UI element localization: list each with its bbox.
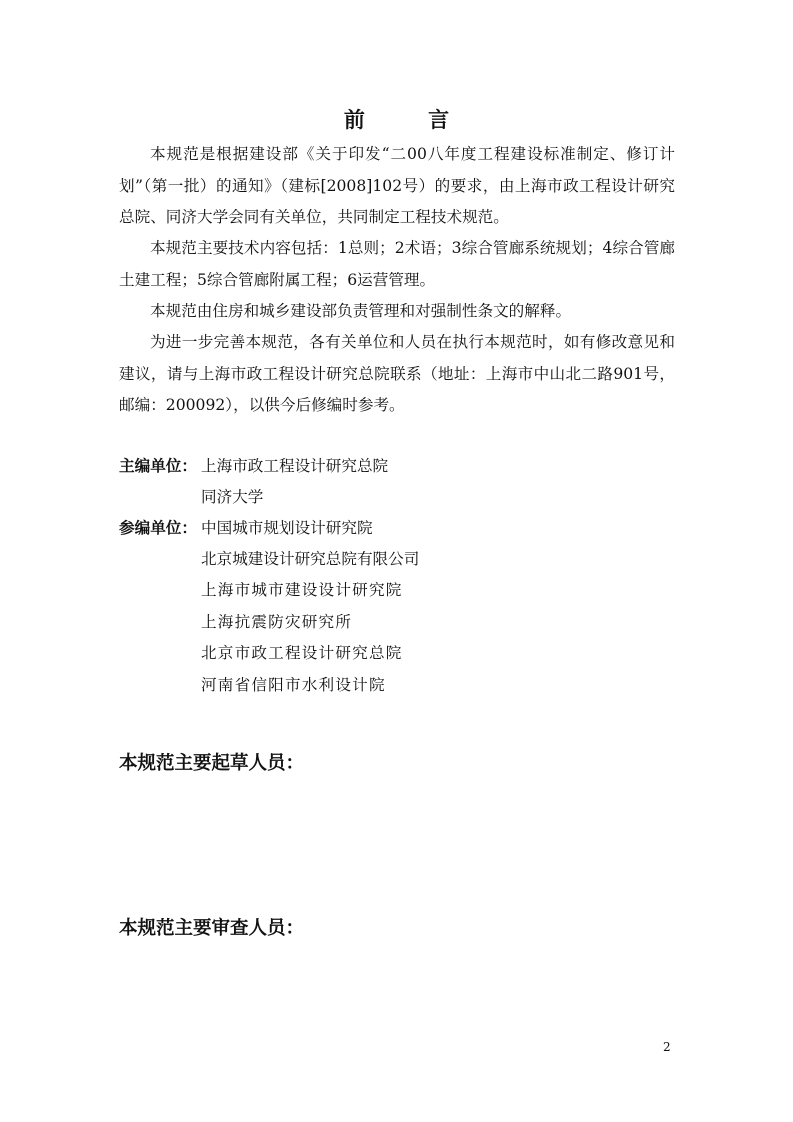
paragraph-management: 本规范由住房和城乡建设部负责管理和对强制性条文的解释。: [150, 302, 572, 320]
chief-unit-row: [119, 450, 679, 482]
participating-unit-name: 北京市政工程设计研究总院: [201, 644, 403, 662]
paragraph-feedback: 为进一步完善本规范，各有关单位和人员在执行本规范时，如有修改意见和建议，请与上海市政工程设计研究总院联系（地址：上海市中山北二路901号，邮编：200092），以供今后修编时参考。: [119, 333, 675, 414]
page-number: 2: [663, 1040, 671, 1054]
chief-unit-row: [119, 482, 679, 514]
participating-unit-name: 河南省信阳市水利设计院: [201, 675, 386, 694]
paragraph-contents: 本规范主要技术内容包括：1总则；2术语；3综合管廊系统规划；4综合管廊土建工程；5综合管廊附属工程；6运营管理。: [119, 239, 675, 289]
participating-unit-name: 中国城市规划设计研究院: [201, 519, 373, 537]
participating-unit-name: 上海抗震防灾研究所: [201, 612, 353, 631]
reviewers-heading: 本规范主要审查人员：: [119, 918, 305, 939]
participating-units-block: [119, 512, 679, 701]
participating-unit-row: [119, 607, 679, 639]
chief-unit-name: 同济大学: [201, 487, 264, 506]
drafters-heading: 本规范主要起草人员：: [119, 753, 305, 774]
chief-unit-name: 上海市政工程设计研究总院: [201, 457, 389, 475]
participating-unit-row: [119, 512, 679, 544]
participating-units-label: 参编单位：: [119, 518, 197, 537]
chief-units-label: 主编单位：: [119, 456, 197, 475]
participating-unit-row: [119, 544, 679, 576]
page-title: 前 言: [343, 107, 478, 132]
chief-units-block: [119, 450, 679, 513]
participating-unit-name: 上海市城市建设设计研究院: [201, 581, 403, 599]
participating-unit-row: [119, 670, 679, 702]
participating-unit-row: [119, 638, 679, 670]
participating-unit-row: [119, 575, 679, 607]
paragraph-origin: 本规范是根据建设部《关于印发“二00八年度工程建设标准制定、修订计划”（第一批）的通知》（建标[2008]102号）的要求，由上海市政工程设计研究总院、同济大学会同有关单位，共同制定工程技术规范。: [119, 145, 675, 226]
participating-unit-name: 北京城建设计研究总院有限公司: [201, 549, 420, 568]
